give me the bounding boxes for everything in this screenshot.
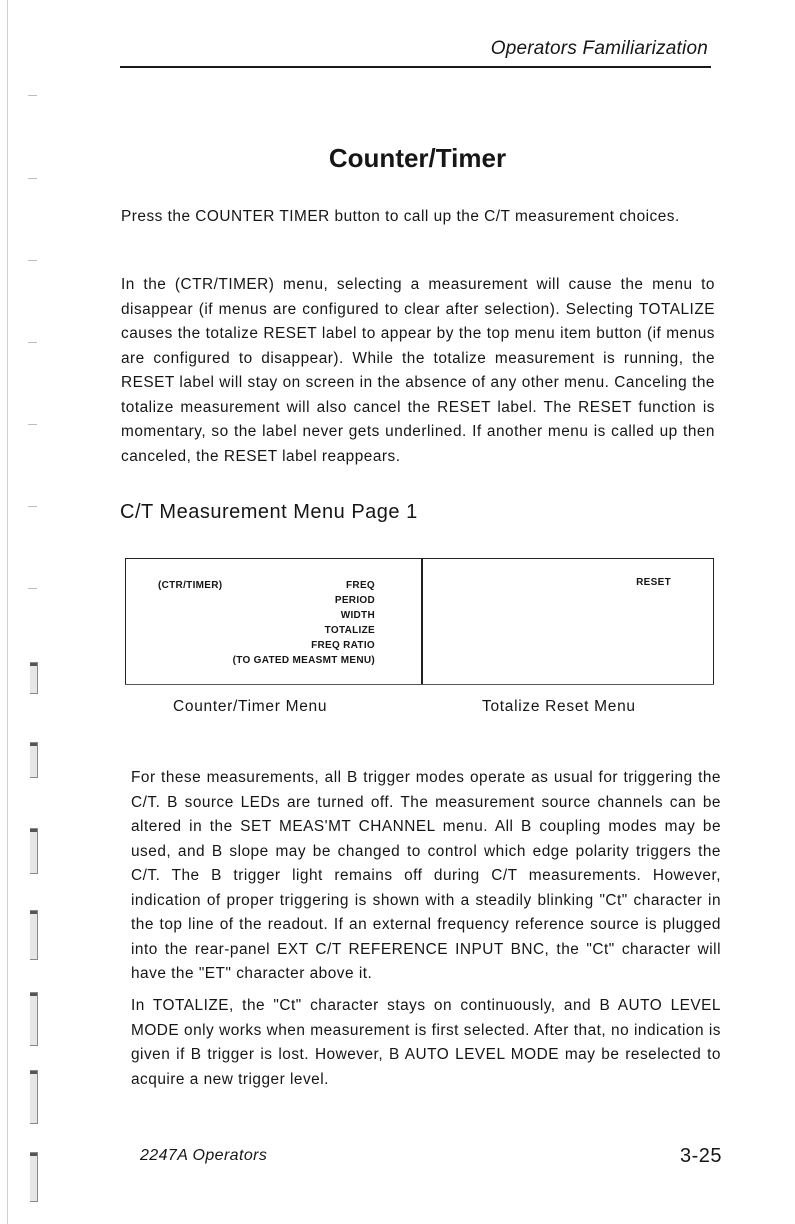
menu-item-width: WIDTH bbox=[340, 610, 375, 621]
ctr-timer-menu-items bbox=[233, 578, 375, 668]
binding-tab bbox=[30, 662, 38, 694]
footer-manual-title: 2247A Operators bbox=[140, 1147, 268, 1164]
binding-mark bbox=[28, 424, 37, 425]
menu-diagram-divider bbox=[421, 558, 423, 685]
menu-diagram-baseline bbox=[125, 684, 714, 685]
page-number: 3-25 bbox=[679, 1145, 722, 1167]
running-header: Operators Familiarization bbox=[490, 38, 708, 59]
menu-item-freq: FREQ bbox=[346, 580, 375, 591]
binding-tab bbox=[30, 992, 38, 1046]
body-paragraph: In TOTALIZE, the "Ct" character stays on continuously, and B AUTO LEVEL MODE only works when measurement is first selected. After that, no indication is given if B trigger is lost. However, B AUTO LEVEL MODE may be reselected to acquire a new trigger level. bbox=[131, 997, 721, 1088]
binding-tab bbox=[30, 1070, 38, 1124]
binding-tab bbox=[30, 910, 38, 960]
menu-item-freq-ratio: FREQ RATIO bbox=[311, 640, 375, 651]
ctr-timer-menu-label: (CTR/TIMER) bbox=[158, 580, 223, 591]
menu-item-gated-measmt: (TO GATED MEASMT MENU) bbox=[232, 655, 375, 666]
binding-mark bbox=[28, 588, 37, 589]
binding-mark bbox=[28, 506, 37, 507]
section-heading: C/T Measurement Menu Page 1 bbox=[120, 501, 418, 523]
binding-tab bbox=[30, 828, 38, 874]
binding-tab bbox=[30, 742, 38, 778]
intro-paragraph: Press the COUNTER TIMER button to call up the C/T measurement choices. bbox=[121, 208, 680, 225]
binding-mark bbox=[28, 95, 37, 96]
menu-item-period: PERIOD bbox=[334, 595, 375, 606]
caption-totalize-reset-menu: Totalize Reset Menu bbox=[482, 698, 636, 715]
page-title: Counter/Timer bbox=[328, 143, 507, 173]
menu-item-totalize: TOTALIZE bbox=[324, 625, 375, 636]
binding-mark bbox=[28, 178, 37, 179]
header-rule bbox=[120, 66, 711, 68]
menu-item-reset: RESET bbox=[636, 577, 671, 588]
caption-counter-timer-menu: Counter/Timer Menu bbox=[173, 698, 328, 715]
binding-line bbox=[7, 0, 8, 1224]
binding-mark bbox=[28, 260, 37, 261]
body-paragraph: For these measurements, all B trigger modes operate as usual for triggering the C/T. B source LEDs are turned off. The measurement source channels can be altered in the SET MEAS'MT CHANNEL menu. All B coupling modes may be used, and B slope may be changed to control which edge polarity triggers the C/T. The B trigger light remains off during C/T measurements. However, indication of proper triggering is shown with a steadily blinking "Ct" character in the top line of the readout. If an external frequency reference source is plugged into the rear-panel EXT C/T REFERENCE INPUT BNC, the "Ct" character will have the "ET" character above it. bbox=[131, 769, 721, 982]
page-binding-edge bbox=[0, 0, 60, 1224]
binding-tab bbox=[30, 1152, 38, 1202]
binding-mark bbox=[28, 342, 37, 343]
intro-paragraph: In the (CTR/TIMER) menu, selecting a measurement will cause the menu to disappear (if menus are configured to clear after selection). Selecting TOTALIZE causes the totalize RESET label to appear by the top menu item button (if menus are configured to disappear). While the totalize measurement is running, the RESET label will stay on screen in the absence of any other menu. Canceling the totalize measurement will also cancel the RESET label. The RESET function is momentary, so the label never gets underlined. If another menu is called up then canceled, the RESET label reappears. bbox=[121, 276, 715, 465]
